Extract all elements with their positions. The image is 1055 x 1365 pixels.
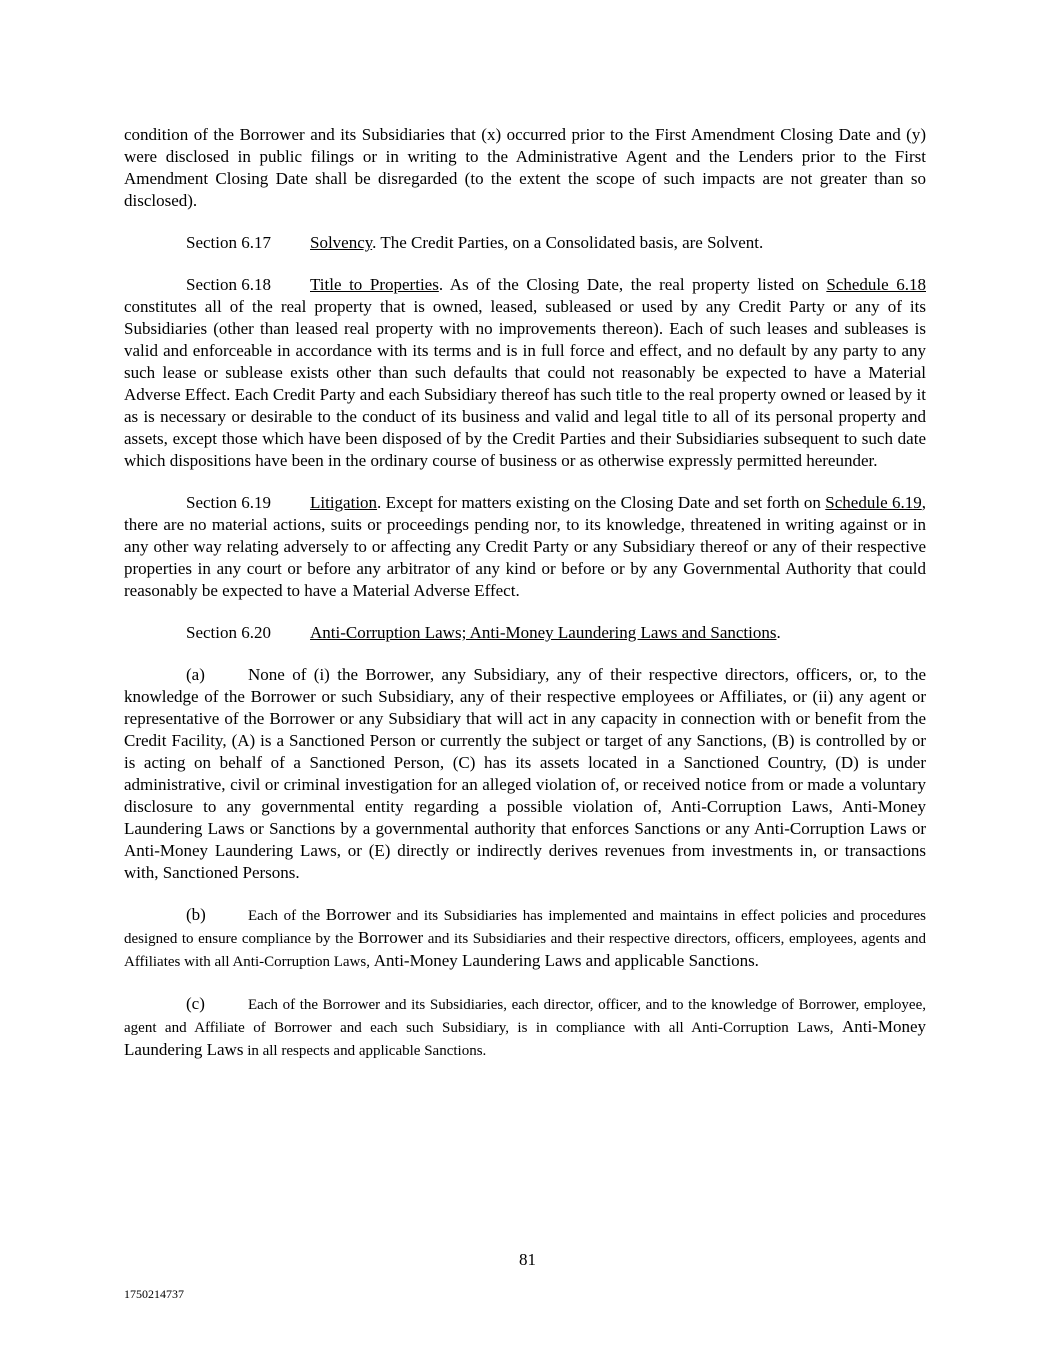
section-body: . Except for matters existing on the Closing Date and set forth on — [377, 493, 826, 512]
paragraph-c — [124, 993, 926, 1062]
section-title: Anti-Corruption Laws; Anti-Money Laundering Laws and Sanctions — [310, 623, 777, 642]
schedule-reference: Schedule 6.19 — [825, 493, 922, 512]
paragraph-text: and its Subsidiaries has implemented and maintains in effect policies and procedures designed to ensure compliance by the — [124, 908, 926, 947]
section-6-19 — [124, 492, 926, 602]
section-number: Section 6.17 — [186, 233, 271, 252]
section-body: . The Credit Parties, on a Consolidated basis, are Solvent. — [372, 233, 764, 252]
paragraph-text: in all respects and applicable Sanctions. — [243, 1043, 487, 1059]
section-number: Section 6.18 — [186, 275, 271, 294]
section-title: Litigation — [310, 493, 378, 512]
paragraph-text: Borrower — [325, 905, 391, 924]
document-body — [124, 124, 926, 1082]
page-number: 81 — [519, 1250, 536, 1269]
section-body: constitutes all of the real property that is owned, leased, subleased or used by any Credit Party or any of its Subsidiaries (other than leased real property with no improvements thereon). Each of such leases and subleases is valid and enforceable in accordance with its terms and is in full force and effect, and no default by any party to any such lease or sublease exists other than such defaults that could not reasonably be expected to have a Material Adverse Effect. Each Credit Party and each Subsidiary thereof has such title to the real property owned or leased by it as is necessary or desirable to the conduct of its business and valid and legal title to all of its personal property and assets, except those which have been disposed of by the Credit Parties and their Subsidiaries subsequent to such date which dispositions have been in the ordinary course of business or as otherwise expressly permitted hereunder. — [124, 297, 926, 470]
section-number: Section 6.20 — [186, 623, 271, 642]
section-title: Title to Properties — [310, 275, 439, 294]
section-6-20 — [124, 622, 926, 644]
paragraph-text: and its Subsidiaries and their respective directors, officers, employees, agents and Affiliates with all Anti-Corruption Laws, — [124, 931, 926, 970]
paragraph-label: (b) — [186, 905, 206, 924]
paragraph-text: Each of the Borrower and its Subsidiaries, each director, officer, and to the knowledge of Borrower, employee, agent and Affiliate of Borrower and each such Subsidiary, is in compliance with all Anti-Corruption Laws, — [124, 997, 926, 1036]
section-number: Section 6.19 — [186, 493, 271, 512]
paragraph-label: (a) — [186, 665, 205, 684]
schedule-reference: Schedule 6.18 — [826, 275, 926, 294]
section-title: Solvency — [310, 233, 373, 252]
section-body: , there are no material actions, suits or proceedings pending nor, to its knowledge, threatened in writing against or in any other way relating adversely to or affecting any Credit Party or any Subsidiary thereof or any of their respective properties in any court or before any arbitrator of any kind or before or by any Governmental Authority that could reasonably be expected to have a Material Adverse Effect. — [124, 493, 926, 600]
section-6-18 — [124, 274, 926, 472]
document-id: 1750214737 — [124, 1287, 184, 1301]
paragraph-label: (c) — [186, 994, 205, 1013]
paragraph-b — [124, 904, 926, 973]
paragraph-text: Borrower — [358, 928, 424, 947]
paragraph-text: None of (i) the Borrower, any Subsidiary, any of their respective directors, officers, or, to the knowledge of the Borrower or such Subsidiary, any of their respective employees or Affiliates, or (ii) any agent or representative of the Borrower or any Subsidiary that will act in any capacity in connection with or benefit from the Credit Facility, (A) is a Sanctioned Person or currently the subject or target of any Sanctions, (B) is controlled by or is acting on behalf of a Sanctioned Person, (C) has its assets located in a Sanctioned Country, (D) is under administrative, civil or criminal investigation for an alleged violation of, or received notice from or made a voluntary disclosure to any governmental entity regarding a possible violation of, Anti-Corruption Laws, Anti-Money Laundering Laws or Sanctions by a governmental authority that enforces Sanctions or any Anti-Corruption Laws or Anti-Money Laundering Laws, or (E) directly or indirectly derives revenues from investments in, or transactions with, Sanctioned Persons. — [124, 665, 926, 882]
intro-paragraph: condition of the Borrower and its Subsidiaries that (x) occurred prior to the First Amendment Closing Date and (y) were disclosed in public filings or in writing to the Administrative Agent and the Lenders prior to the First Amendment Closing Date shall be disregarded (to the extent the scope of such impacts are not greater than so disclosed). — [124, 125, 926, 210]
paragraph-text: Anti-Money Laundering Laws — [124, 1017, 926, 1059]
section-6-17 — [124, 232, 926, 254]
paragraph-text: Anti-Money Laundering Laws and applicable Sanctions. — [373, 951, 759, 970]
paragraph-text: Each of the — [248, 908, 326, 924]
paragraph-a — [124, 664, 926, 884]
section-end: . — [776, 623, 781, 642]
section-body: . As of the Closing Date, the real property listed on — [438, 275, 827, 294]
